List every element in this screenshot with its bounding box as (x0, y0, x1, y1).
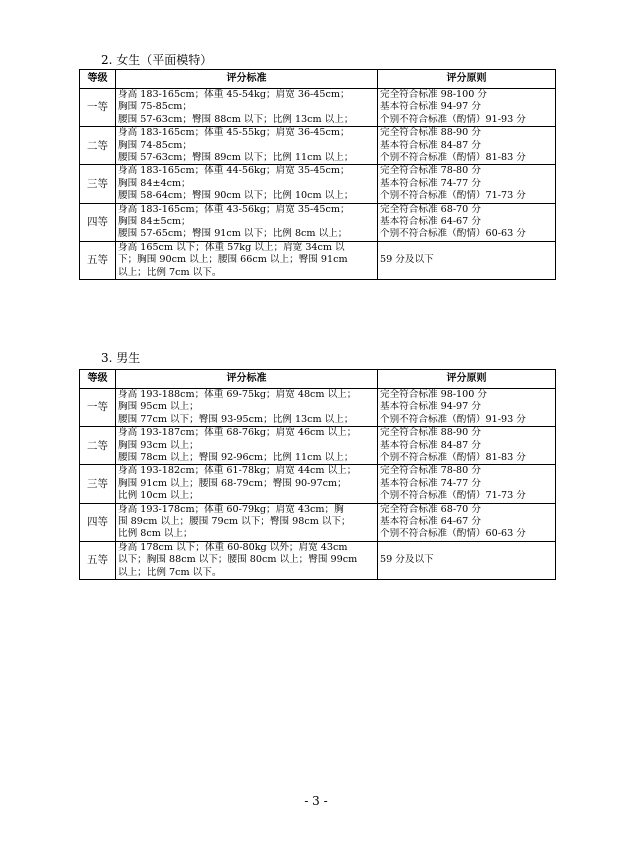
standard-line: 身高 193-182cm；体重 61-78kg；肩宽 44cm 以上； (118, 465, 357, 477)
standard-line: 身高 183-165cm；体重 45-54kg；肩宽 36-45cm； (118, 89, 350, 100)
standard-line: 以上；比例 7cm 以下。 (118, 566, 222, 578)
standard-line: 身高 165cm 以下；体重 57kg 以上；肩宽 34cm 以 (118, 241, 345, 253)
standard-line: 腰围 78cm 以上；臀围 92-96cm；比例 11cm 以上； (118, 452, 354, 464)
principle-line: 完全符合标准 68-70 分 (380, 203, 481, 215)
table-row (80, 241, 556, 279)
grade-level-cell: 一等 (80, 89, 116, 127)
principle-line: 基本符合标准 94-97 分 (380, 401, 481, 413)
principle-line: 基本符合标准 74-77 分 (380, 477, 481, 489)
principle-cell (378, 241, 556, 279)
standard-line: 胸围 74-85cm； (118, 139, 192, 151)
principle-line: 基本符合标准 84-87 分 (380, 139, 481, 151)
standard-line: 以上；比例 7cm 以下。 (118, 266, 222, 278)
standard-line: 比例 10cm 以上； (118, 490, 199, 502)
header-standard: 评分标准 (116, 370, 378, 389)
table-row (80, 165, 556, 203)
standard-line: 腰围 58-64cm；臀围 90cm 以下；比例 10cm 以上； (118, 190, 354, 202)
standard-line: 胸围 95cm 以上； (118, 401, 199, 413)
principle-line: 完全符合标准 88-90 分 (380, 127, 481, 139)
standard-line: 腰围 57-63cm；臀围 89cm 以下；比例 11cm 以上； (118, 152, 354, 164)
standard-line: 比例 8cm 以上； (118, 528, 193, 540)
principle-line: 基本符合标准 84-87 分 (380, 439, 481, 451)
header-principle: 评分原则 (378, 370, 556, 389)
principle-line: 完全符合标准 78-80 分 (380, 465, 481, 477)
principle-line: 个别不符合标准（酌情）60-63 分 (380, 228, 526, 240)
standard-line: 腰围 57-63cm；臀围 88cm 以下；比例 13cm 以上； (118, 113, 354, 125)
standard-line: 下；胸围 90cm 以上；腰围 66cm 以上；臀围 91cm (118, 254, 348, 266)
principle-line: 59 分及以下 (380, 554, 434, 566)
principle-line: 完全符合标准 78-80 分 (380, 165, 481, 177)
standard-line: 胸围 84±5cm； (118, 216, 191, 228)
grade-level-cell: 四等 (80, 503, 116, 541)
principle-cell (378, 203, 556, 241)
principle-line: 个别不符合标准（酌情）71-73 分 (380, 490, 526, 502)
standard-line: 胸围 84±4cm； (118, 177, 191, 189)
header-level: 等级 (80, 70, 116, 89)
principle-line: 完全符合标准 98-100 分 (380, 389, 488, 400)
grade-level-cell: 四等 (80, 203, 116, 241)
table-row (80, 427, 556, 465)
principle-line: 个别不符合标准（酌情）91-93 分 (380, 413, 526, 425)
grading-table-girls (79, 69, 556, 280)
standard-cell (116, 427, 378, 465)
table-header-row (80, 370, 556, 389)
standard-cell (116, 465, 378, 503)
principle-line: 59 分及以下 (380, 254, 434, 266)
principle-line: 基本符合标准 64-67 分 (380, 516, 481, 528)
grade-level-cell: 三等 (80, 465, 116, 503)
standard-line: 身高 193-187cm；体重 68-76kg；肩宽 46cm 以上； (118, 427, 357, 439)
header-standard: 评分标准 (116, 70, 378, 89)
standard-cell (116, 203, 378, 241)
table-row (80, 541, 556, 579)
table-row (80, 89, 556, 127)
principle-line: 基本符合标准 94-97 分 (380, 101, 481, 113)
standard-line: 身高 178cm 以下；体重 60-80kg 以外；肩宽 43cm (118, 541, 348, 553)
standard-cell (116, 127, 378, 165)
section-title-girls: 2. 女生（平面模特） (101, 53, 213, 67)
table-row (80, 465, 556, 503)
grade-level-cell: 三等 (80, 165, 116, 203)
principle-cell (378, 541, 556, 579)
section-title-boys: 3. 男生 (101, 351, 141, 365)
standard-line: 腰围 77cm 以下；臀围 93-95cm；比例 13cm 以上； (118, 413, 354, 425)
principle-line: 个别不符合标准（酌情）71-73 分 (380, 190, 526, 202)
principle-cell (378, 127, 556, 165)
principle-line: 个别不符合标准（酌情）81-83 分 (380, 452, 526, 464)
principle-line: 基本符合标准 74-77 分 (380, 177, 481, 189)
standard-cell (116, 89, 378, 127)
principle-line: 完全符合标准 98-100 分 (380, 89, 488, 100)
grading-table-boys (79, 369, 556, 580)
standard-line: 身高 183-165cm；体重 45-55kg；肩宽 36-45cm； (118, 127, 350, 139)
standard-line: 胸围 75-85cm； (118, 101, 192, 113)
grade-level-cell: 五等 (80, 241, 116, 279)
principle-line: 完全符合标准 68-70 分 (380, 503, 481, 515)
standard-line: 以下；胸围 88cm 以下；腰围 80cm 以上；臀围 99cm (118, 554, 358, 566)
grade-level-cell: 二等 (80, 127, 116, 165)
header-principle: 评分原则 (378, 70, 556, 89)
principle-cell (378, 465, 556, 503)
standard-cell (116, 165, 378, 203)
standard-line: 身高 193-178cm；体重 60-79kg；肩宽 43cm；胸 (118, 503, 344, 515)
standard-line: 身高 183-165cm；体重 44-56kg；肩宽 35-45cm； (118, 165, 350, 177)
principle-line: 个别不符合标准（酌情）81-83 分 (380, 152, 526, 164)
standard-cell (116, 541, 378, 579)
principle-cell (378, 89, 556, 127)
standard-cell (116, 503, 378, 541)
standard-cell (116, 389, 378, 427)
standard-line: 身高 193-188cm；体重 69-75kg；肩宽 48cm 以上； (118, 389, 357, 400)
grade-level-cell: 二等 (80, 427, 116, 465)
principle-cell (378, 503, 556, 541)
principle-line: 个别不符合标准（酌情）60-63 分 (380, 528, 526, 540)
principle-line: 个别不符合标准（酌情）91-93 分 (380, 113, 526, 125)
grade-level-cell: 五等 (80, 541, 116, 579)
header-level: 等级 (80, 370, 116, 389)
grade-level-cell: 一等 (80, 389, 116, 427)
standard-line: 胸围 93cm 以上； (118, 439, 199, 451)
table-row (80, 503, 556, 541)
principle-cell (378, 165, 556, 203)
standard-line: 胸围 91cm 以上；腰围 68-79cm；臀围 90-97cm； (118, 477, 347, 489)
standard-line: 腰围 57-65cm；臀围 91cm 以下；比例 8cm 以上； (118, 228, 348, 240)
table-row (80, 127, 556, 165)
standard-line: 身高 183-165cm；体重 43-56kg；肩宽 35-45cm； (118, 203, 350, 215)
principle-line: 基本符合标准 64-67 分 (380, 216, 481, 228)
table-row (80, 203, 556, 241)
principle-cell (378, 389, 556, 427)
table-row (80, 389, 556, 427)
page-number: - 3 - (304, 794, 328, 808)
principle-cell (378, 427, 556, 465)
principle-line: 完全符合标准 88-90 分 (380, 427, 481, 439)
standard-cell (116, 241, 378, 279)
standard-line: 围 89cm 以上；腰围 79cm 以下；臀围 98cm 以下； (118, 516, 351, 528)
table-header-row (80, 70, 556, 89)
